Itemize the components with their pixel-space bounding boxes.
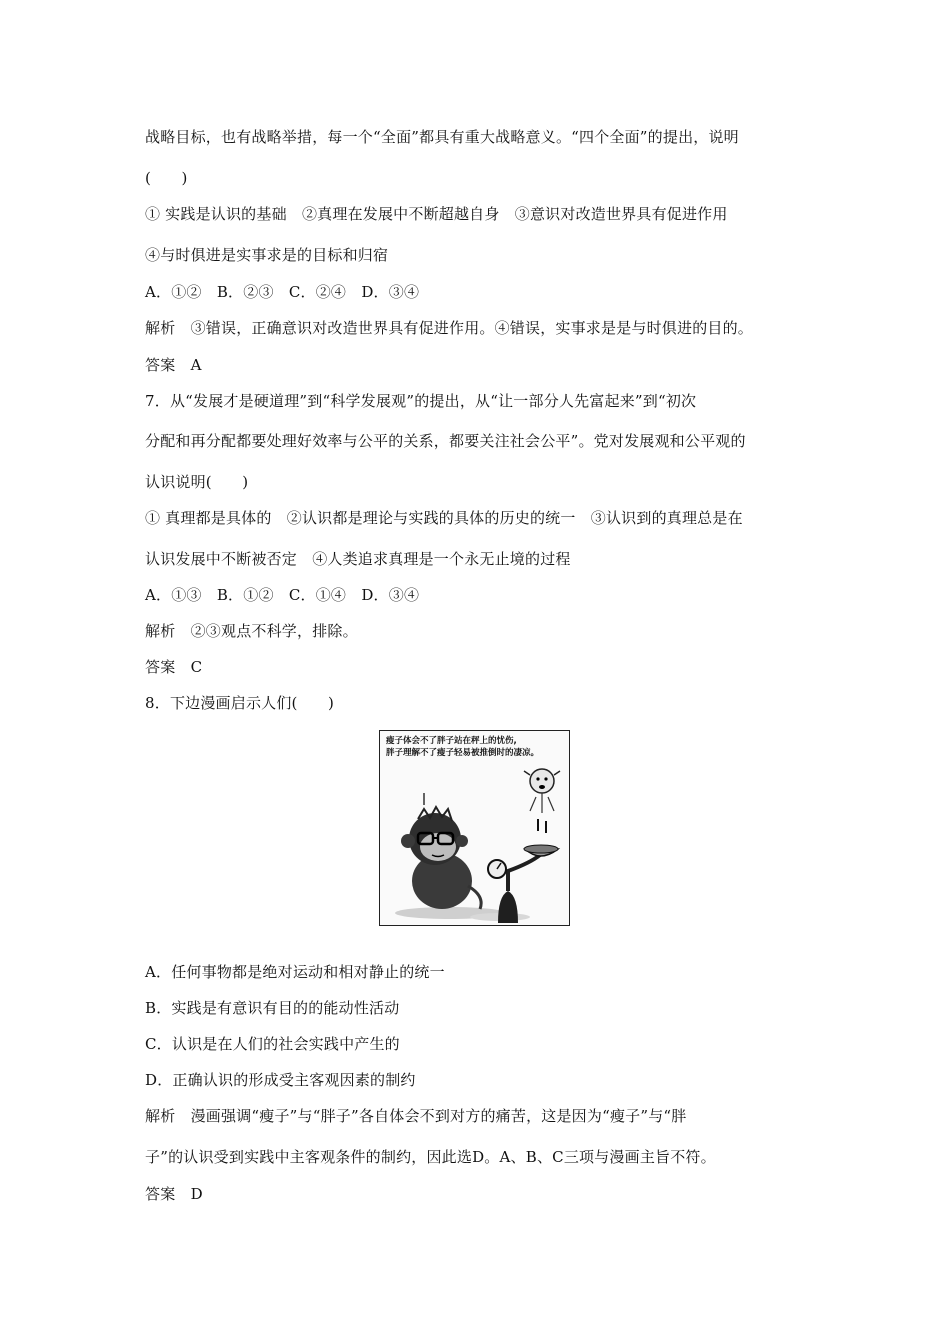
option-statements: 认识发展中不断被否定 ④人类追求真理是一个永无止境的过程 [145, 550, 571, 568]
analysis-text: 解析 ③错误，正确意识对改造世界具有促进作用。④错误，实事求是是与时俱进的目的。 [145, 319, 754, 337]
choice-option-b: B．实践是有意识有目的的能动性活动 [145, 999, 400, 1017]
cartoon-image [379, 730, 570, 926]
cartoon-caption: 瘦子体会不了胖子站在秤上的忧伤, 胖子理解不了瘦子轻易被推倒时的凄凉。 [386, 736, 540, 758]
question-stem: 分配和再分配都要处理好效率与公平的关系，都要关注社会公平”。党对发展观和公平观的 [145, 432, 746, 450]
answer-blank: ( ) [145, 169, 188, 187]
choice-options: A．①② B．②③ C．②④ D．③④ [145, 283, 420, 301]
cartoon-drawing-icon [380, 731, 570, 926]
text-line: 战略目标，也有战略举措，每一个“全面”都具有重大战略意义。“四个全面”的提出，说明 [145, 128, 739, 146]
analysis-text: 解析 漫画强调“瘦子”与“胖子”各自体会不到对方的痛苦，这是因为“瘦子”与“胖 [145, 1107, 687, 1125]
analysis-text: 子”的认识受到实践中主客观条件的制约，因此选D。A、B、C三项与漫画主旨不符。 [145, 1148, 716, 1166]
choice-option-c: C．认识是在人们的社会实践中产生的 [145, 1035, 400, 1053]
answer-text: 答案 A [145, 356, 202, 374]
question-stem: 8．下边漫画启示人们( ) [145, 694, 335, 712]
choice-options: A．①③ B．①② C．①④ D．③④ [145, 586, 420, 604]
option-statements: ① 真理都是具体的 ②认识都是理论与实践的具体的历史的统一 ③认识到的真理总是在 [145, 509, 743, 527]
choice-option-a: A．任何事物都是绝对运动和相对静止的统一 [145, 963, 445, 981]
choice-option-d: D．正确认识的形成受主客观因素的制约 [145, 1071, 416, 1089]
analysis-text: 解析 ②③观点不科学，排除。 [145, 622, 358, 640]
answer-text: 答案 D [145, 1185, 203, 1203]
option-statements: ④与时俱进是实事求是的目标和归宿 [145, 246, 389, 264]
option-statements: ① 实践是认识的基础 ②真理在发展中不断超越自身 ③意识对改造世界具有促进作用 [145, 205, 728, 223]
answer-text: 答案 C [145, 658, 203, 676]
question-stem: 认识说明( ) [145, 473, 249, 491]
question-stem: 7．从“发展才是硬道理”到“科学发展观”的提出，从“让一部分人先富起来”到“初次 [145, 392, 697, 410]
